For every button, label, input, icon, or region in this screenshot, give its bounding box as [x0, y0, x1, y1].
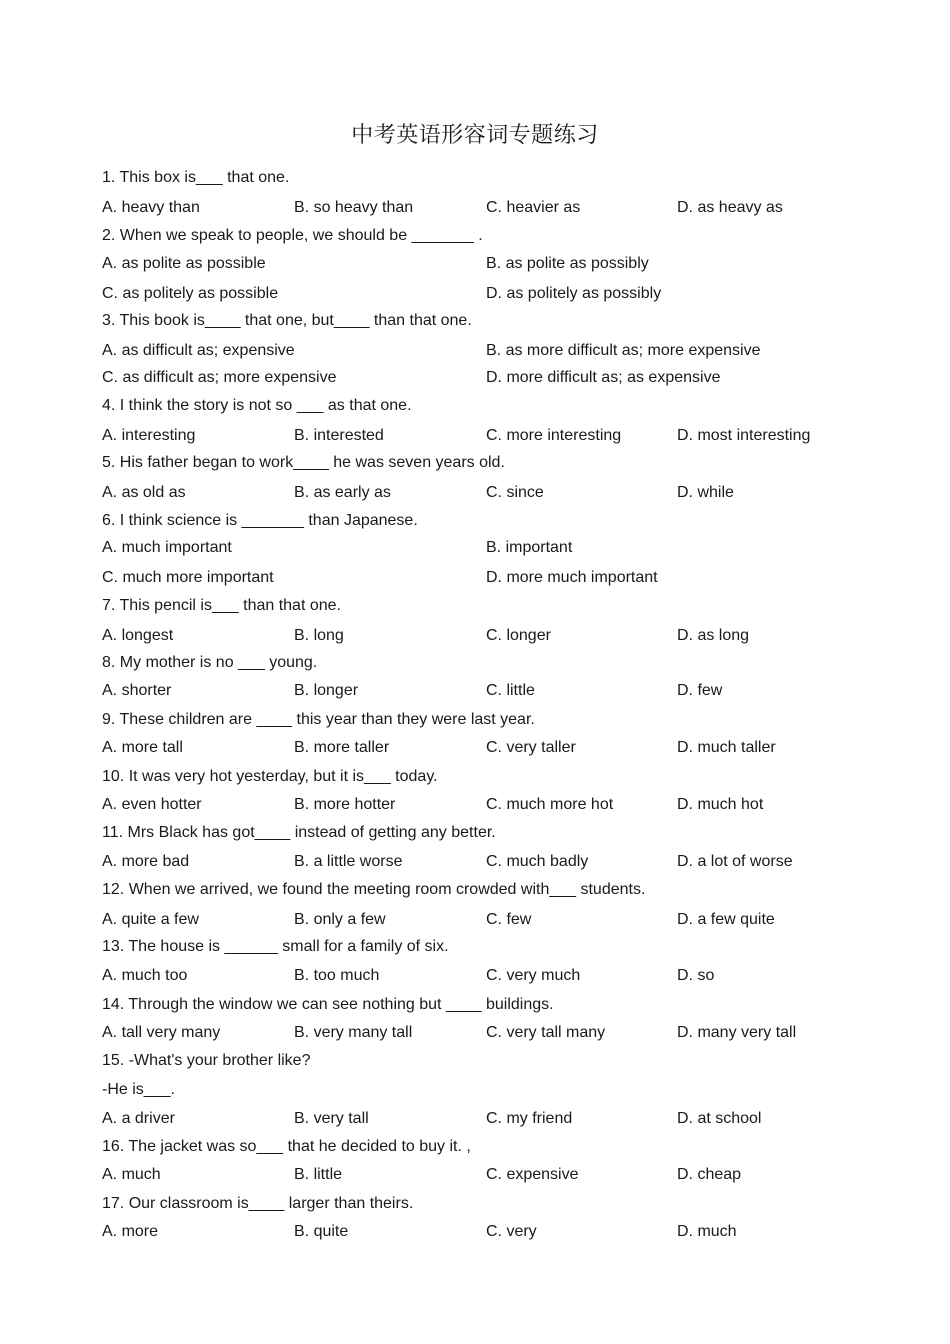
answer-option: B. very tall: [294, 1110, 369, 1127]
question-stem: 4. I think the story is not so ___ as that one.: [102, 397, 412, 414]
answer-option: B. only a few: [294, 911, 386, 928]
answer-option: D. more much important: [486, 569, 658, 586]
question-stem: 11. Mrs Black has got____ instead of getting any better.: [102, 824, 496, 841]
answer-option: B. interested: [294, 427, 384, 444]
answer-option: A. as old as: [102, 484, 186, 501]
answer-option: C. my friend: [486, 1110, 573, 1127]
answer-option: C. little: [486, 682, 535, 699]
question-stem: 7. This pencil is___ than that one.: [102, 597, 341, 614]
question-stem-reply: -He is___.: [102, 1081, 175, 1098]
answer-option: B. little: [294, 1166, 343, 1183]
answer-option: D. a few quite: [677, 911, 775, 928]
answer-option: B. as more difficult as; more expensive: [486, 342, 761, 359]
answer-option: C. as difficult as; more expensive: [102, 369, 337, 386]
answer-option: D. as long: [677, 627, 750, 644]
answer-option: A. as difficult as; expensive: [102, 342, 295, 359]
question-stem: 2. When we speak to people, we should be _______ .: [102, 227, 483, 244]
answer-option: C. very much: [486, 967, 581, 984]
answer-option: A. much too: [102, 967, 188, 984]
answer-option: A. interesting: [102, 427, 196, 444]
question-stem: 8. My mother is no ___ young.: [102, 654, 318, 671]
answer-option: D. a lot of worse: [677, 853, 793, 870]
question-stem: 17. Our classroom is____ larger than theirs.: [102, 1195, 414, 1212]
answer-option: A. more: [102, 1223, 159, 1240]
answer-option: B. as polite as possibly: [486, 255, 649, 272]
answer-option: A. more tall: [102, 739, 183, 756]
answer-option: A. much: [102, 1166, 161, 1183]
answer-option: D. as heavy as: [677, 199, 783, 216]
question-stem: 15. -What's your brother like?: [102, 1052, 311, 1069]
answer-option: D. as politely as possibly: [486, 285, 662, 302]
question-stem: 16. The jacket was so___ that he decided to buy it. ,: [102, 1138, 471, 1155]
answer-option: A. as polite as possible: [102, 255, 266, 272]
answer-option: B. longer: [294, 682, 359, 699]
answer-option: D. while: [677, 484, 734, 501]
question-stem: 5. His father began to work____ he was seven years old.: [102, 454, 505, 471]
answer-option: B. so heavy than: [294, 199, 414, 216]
question-stem: 1. This box is___ that one.: [102, 169, 290, 186]
answer-option: A. longest: [102, 627, 174, 644]
answer-option: A. even hotter: [102, 796, 202, 813]
answer-option: C. more interesting: [486, 427, 622, 444]
answer-option: D. so: [677, 967, 715, 984]
answer-option: B. quite: [294, 1223, 349, 1240]
answer-option: B. more taller: [294, 739, 390, 756]
answer-option: A. tall very many: [102, 1024, 221, 1041]
answer-option: D. more difficult as; as expensive: [486, 369, 721, 386]
answer-option: C. very taller: [486, 739, 576, 756]
answer-option: C. as politely as possible: [102, 285, 279, 302]
answer-option: B. important: [486, 539, 573, 556]
answer-option: B. long: [294, 627, 344, 644]
answer-option: D. much taller: [677, 739, 776, 756]
answer-option: C. since: [486, 484, 544, 501]
answer-option: C. much more important: [102, 569, 274, 586]
answer-option: C. expensive: [486, 1166, 579, 1183]
answer-option: C. much more hot: [486, 796, 614, 813]
answer-option: A. quite a few: [102, 911, 199, 928]
answer-option: B. too much: [294, 967, 380, 984]
answer-option: B. as early as: [294, 484, 391, 501]
answer-option: D. most interesting: [677, 427, 811, 444]
answer-option: C. very: [486, 1223, 537, 1240]
answer-option: C. very tall many: [486, 1024, 606, 1041]
answer-option: C. longer: [486, 627, 551, 644]
answer-option: D. much: [677, 1223, 737, 1240]
answer-option: C. heavier as: [486, 199, 581, 216]
answer-option: D. cheap: [677, 1166, 742, 1183]
answer-option: A. much important: [102, 539, 232, 556]
answer-option: C. few: [486, 911, 532, 928]
answer-option: A. more bad: [102, 853, 190, 870]
answer-option: B. a little worse: [294, 853, 403, 870]
question-stem: 3. This book is____ that one, but____ than that one.: [102, 312, 472, 329]
question-stem: 12. When we arrived, we found the meeting room crowded with___ students.: [102, 881, 646, 898]
answer-option: D. much hot: [677, 796, 764, 813]
answer-option: A. heavy than: [102, 199, 200, 216]
answer-option: D. few: [677, 682, 723, 699]
page-title: 中考英语形容词专题练习: [351, 123, 599, 148]
answer-option: A. a driver: [102, 1110, 175, 1127]
answer-option: A. shorter: [102, 682, 172, 699]
question-stem: 14. Through the window we can see nothing but ____ buildings.: [102, 996, 554, 1013]
answer-option: C. much badly: [486, 853, 589, 870]
question-stem: 6. I think science is _______ than Japanese.: [102, 512, 418, 529]
question-stem: 9. These children are ____ this year than they were last year.: [102, 711, 535, 728]
answer-option: D. many very tall: [677, 1024, 797, 1041]
answer-option: B. very many tall: [294, 1024, 413, 1041]
question-stem: 13. The house is ______ small for a family of six.: [102, 938, 449, 955]
answer-option: D. at school: [677, 1110, 762, 1127]
answer-option: B. more hotter: [294, 796, 396, 813]
question-stem: 10. It was very hot yesterday, but it is___ today.: [102, 768, 438, 785]
